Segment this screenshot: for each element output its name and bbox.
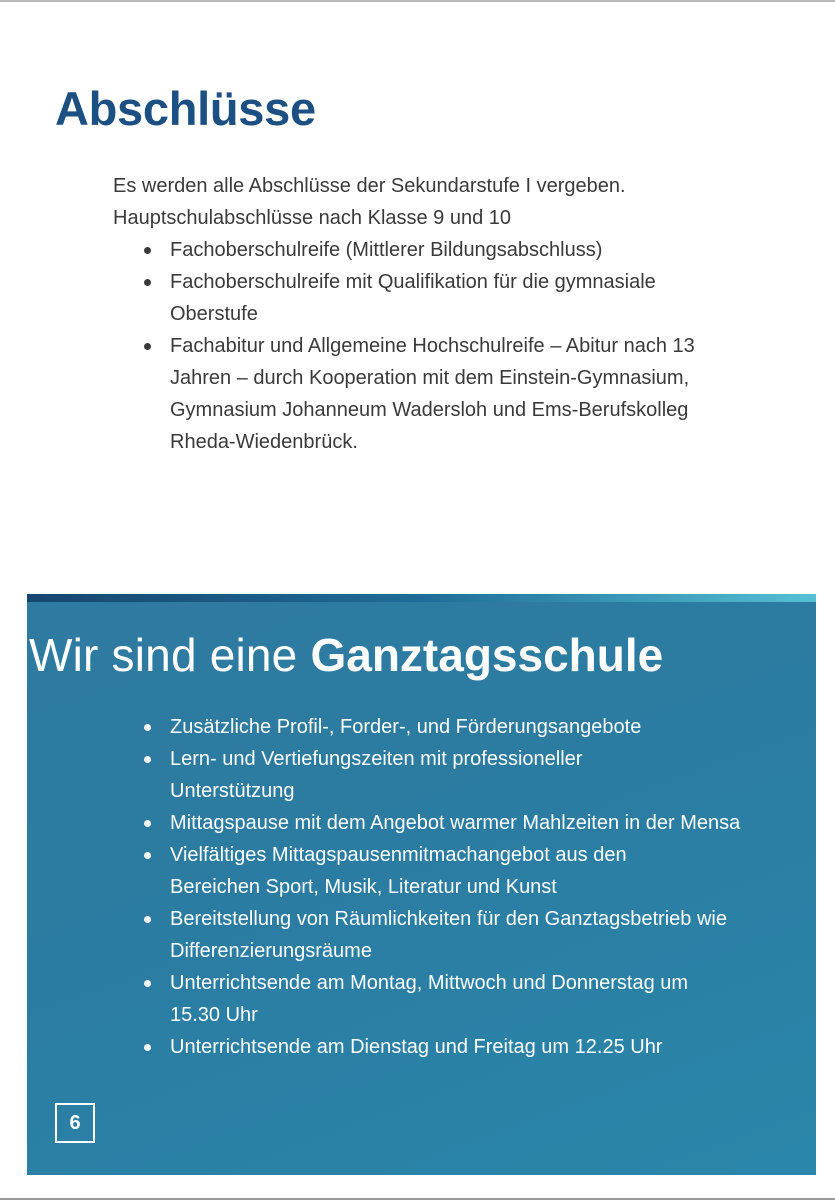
panel-accent-bar [27, 594, 816, 602]
list-item: Unterrichtsende am Dienstag und Freitag um 12.25 Uhr [113, 1031, 803, 1063]
list-item: Fachoberschulreife mit Qualifikation für die gymnasiale Oberstufe [113, 266, 710, 330]
ganztagsschule-list [113, 711, 803, 1063]
list-item: Lern- und Vertiefungszeiten mit professioneller Unterstützung [113, 743, 610, 807]
list-item: Mittagspause mit dem Angebot warmer Mahlzeiten in der Mensa [113, 807, 803, 839]
abschluesse-section [113, 170, 763, 458]
list-item: Bereitstellung von Räumlichkeiten für den Ganztagsbetrieb wie Differenzierungsräume [113, 903, 803, 967]
list-item: Fachabitur und Allgemeine Hochschulreife – Abitur nach 13 Jahren – durch Kooperation mit dem Einstein-Gymnasium, Gymnasium Johanneum Wadersloh und Ems-Berufskolleg Rheda-Wiedenbrück. [113, 330, 710, 458]
list-item: Unterrichtsende am Montag, Mittwoch und Donnerstag um 15.30 Uhr [113, 967, 730, 1031]
list-item: Vielfältiges Mittagspausenmitmachangebot aus den Bereichen Sport, Musik, Literatur und Kunst [113, 839, 670, 903]
list-item: Zusätzliche Profil-, Forder-, und Förderungsangebote [113, 711, 803, 743]
panel-heading [29, 625, 663, 685]
panel-heading-bold: Ganztagsschule [310, 629, 664, 681]
ganztagsschule-section [113, 711, 803, 1063]
abschluesse-list [113, 234, 763, 458]
page-title: Abschlüsse [55, 82, 316, 135]
page-number: 6 [55, 1103, 95, 1143]
panel-heading-light: Wir sind eine [29, 629, 311, 681]
intro-text-line-2: Hauptschulabschlüsse nach Klasse 9 und 10 [113, 207, 512, 229]
intro-text-line-1: Es werden alle Abschlüsse der Sekundarstufe I vergeben. [113, 175, 626, 197]
list-item: Fachoberschulreife (Mittlerer Bildungsabschluss) [113, 234, 710, 266]
top-border [0, 0, 835, 2]
